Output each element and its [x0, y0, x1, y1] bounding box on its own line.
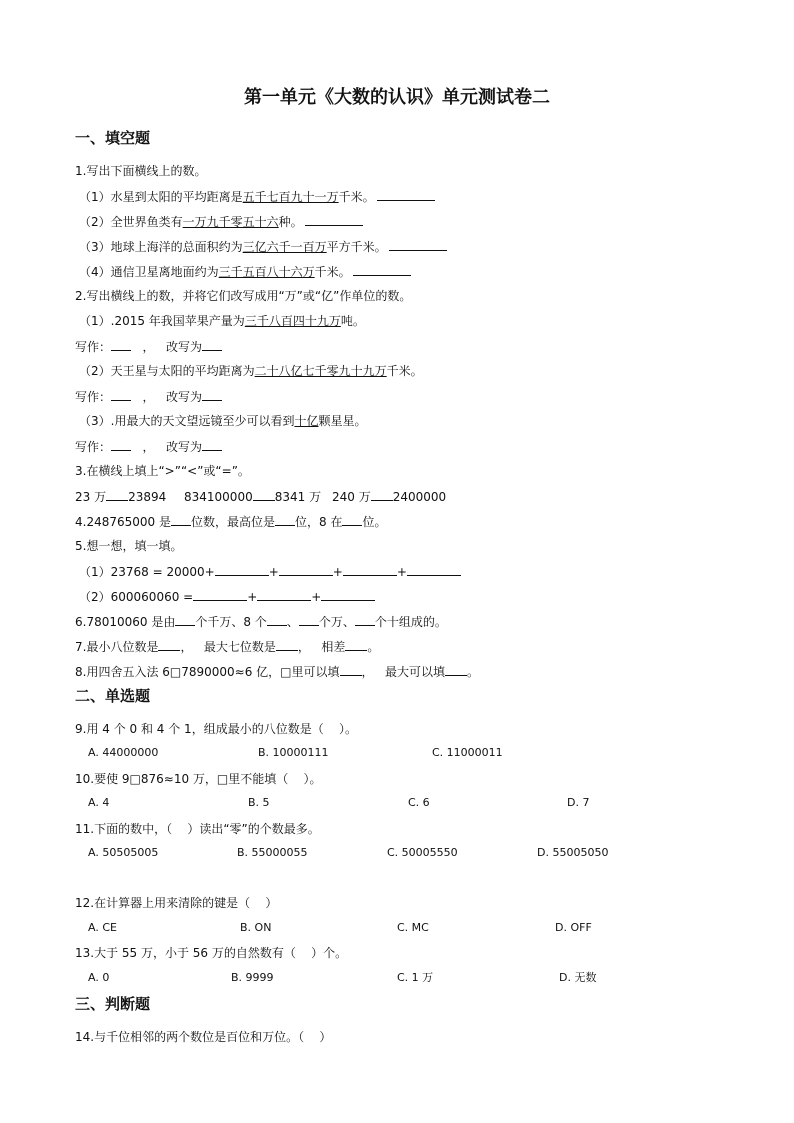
q9-stem: 9.用 4 个 0 和 4 个 1，组成最小的八位数是（ ）。 — [75, 722, 357, 736]
q11-option-d[interactable]: D. 55005050 — [537, 846, 609, 859]
q12-option-d[interactable]: D. OFF — [555, 921, 592, 934]
answer-blank[interactable] — [377, 188, 435, 201]
q14-stem: 14.与千位相邻的两个数位是百位和万位。（ ） — [75, 1030, 332, 1044]
q3-compare-3: 240 万 2400000 — [332, 490, 447, 504]
q12-option-b[interactable]: B. ON — [240, 921, 272, 934]
answer-blank[interactable] — [202, 388, 222, 401]
q2-item-1: （1）.2015 年我国苹果产量为三千八百四十九万吨。 — [79, 314, 365, 328]
q10-option-a[interactable]: A. 4 — [88, 796, 110, 809]
q3-stem: 3.在横线上填上“>”“<”或“=”。 — [75, 464, 250, 478]
q2-answer-3: 写作： ， 改写为 — [75, 438, 222, 455]
answer-blank[interactable] — [215, 563, 269, 576]
answer-blank[interactable] — [175, 613, 195, 626]
q9-option-a[interactable]: A. 44000000 — [88, 746, 159, 759]
answer-blank[interactable] — [111, 338, 131, 351]
answer-blank[interactable] — [445, 663, 467, 676]
answer-blank[interactable] — [389, 238, 447, 251]
q2-item-3: （3）.用最大的天文望远镜至少可以看到十亿颗星星。 — [79, 414, 367, 428]
q5-item-1: （1）23768 = 20000+ + + + — [79, 563, 461, 580]
q11-option-b[interactable]: B. 55000055 — [237, 846, 308, 859]
q13-option-b[interactable]: B. 9999 — [231, 971, 274, 984]
q9-option-b[interactable]: B. 10000111 — [258, 746, 329, 759]
q2-answer-1: 写作： ， 改写为 — [75, 338, 222, 355]
q10-stem: 10.要使 9□876≈10 万，□里不能填（ ）。 — [75, 772, 322, 786]
q6: 6.78010060 是由 个千万、8 个 、 个万、 个十组成的。 — [75, 615, 447, 629]
q3-compare-1: 23 万 23894 — [75, 490, 167, 504]
section-fill-blank: 一、填空题 — [75, 129, 151, 147]
answer-blank[interactable] — [276, 638, 298, 651]
answer-blank[interactable] — [305, 213, 363, 226]
q1-item-4: （4）通信卫星离地面约为三千五百八十六万千米。 — [79, 263, 411, 280]
answer-blank[interactable] — [111, 438, 131, 451]
q13-option-c[interactable]: C. 1 万 — [397, 971, 434, 984]
answer-blank[interactable] — [253, 488, 275, 501]
answer-blank[interactable] — [353, 263, 411, 276]
q1-item-3: （3）地球上海洋的总面积约为三亿六千一百万平方千米。 — [79, 238, 447, 255]
answer-blank[interactable] — [158, 638, 180, 651]
q5-item-2: （2）600060060 = + + — [79, 588, 375, 605]
answer-blank[interactable] — [202, 438, 222, 451]
answer-blank[interactable] — [106, 488, 128, 501]
q8: 8.用四舍五入法 6□7890000≈6 亿，□里可以填 ， 最大可以填 。 — [75, 665, 479, 679]
q13-option-d[interactable]: D. 无数 — [559, 971, 597, 984]
answer-blank[interactable] — [171, 513, 191, 526]
answer-blank[interactable] — [279, 563, 333, 576]
q7: 7.最小八位数是 ， 最大七位数是 ， 相差 。 — [75, 640, 380, 654]
q2-item-2: （2）天王星与太阳的平均距离为二十八亿七千零九十九万千米。 — [79, 364, 423, 378]
answer-blank[interactable] — [321, 588, 375, 601]
q2-answer-2: 写作： ， 改写为 — [75, 388, 222, 405]
q13-option-a[interactable]: A. 0 — [88, 971, 110, 984]
section-single-choice: 二、单选题 — [75, 687, 151, 705]
q1-item-1: （1）水星到太阳的平均距离是五千七百九十一万千米。 — [79, 188, 435, 205]
q2-stem: 2.写出横线上的数，并将它们改写成用“万”或“亿”作单位的数。 — [75, 289, 412, 303]
answer-blank[interactable] — [299, 613, 319, 626]
section-true-false: 三、判断题 — [75, 995, 151, 1013]
answer-blank[interactable] — [257, 588, 311, 601]
q12-option-c[interactable]: C. MC — [397, 921, 429, 934]
q1-stem: 1.写出下面横线上的数。 — [75, 164, 207, 178]
q5-stem: 5.想一想，填一填。 — [75, 539, 183, 553]
answer-blank[interactable] — [193, 588, 247, 601]
q10-option-c[interactable]: C. 6 — [408, 796, 430, 809]
q10-option-b[interactable]: B. 5 — [248, 796, 270, 809]
q9-option-c[interactable]: C. 11000011 — [432, 746, 503, 759]
answer-blank[interactable] — [202, 338, 222, 351]
answer-blank[interactable] — [340, 663, 362, 676]
q11-option-c[interactable]: C. 50005550 — [387, 846, 458, 859]
q13-stem: 13.大于 55 万，小于 56 万的自然数有（ ）个。 — [75, 946, 348, 960]
q3-compare-2: 834100000 8341 万 — [184, 490, 322, 504]
q12-stem: 12.在计算器上用来清除的键是（ ） — [75, 896, 278, 910]
answer-blank[interactable] — [342, 513, 362, 526]
page-title: 第一单元《大数的认识》单元测试卷二 — [244, 87, 550, 108]
answer-blank[interactable] — [275, 513, 295, 526]
q12-option-a[interactable]: A. CE — [88, 921, 117, 934]
q11-option-a[interactable]: A. 50505005 — [88, 846, 159, 859]
answer-blank[interactable] — [267, 613, 287, 626]
answer-blank[interactable] — [345, 638, 367, 651]
q4: 4.248765000 是 位数，最高位是 位，8 在 位。 — [75, 515, 387, 529]
q11-stem: 11.下面的数中，（ ）读出“零”的个数最多。 — [75, 822, 320, 836]
answer-blank[interactable] — [355, 613, 375, 626]
answer-blank[interactable] — [111, 388, 131, 401]
answer-blank[interactable] — [371, 488, 393, 501]
answer-blank[interactable] — [343, 563, 397, 576]
q1-item-2: （2）全世界鱼类有一万九千零五十六种。 — [79, 213, 363, 230]
q10-option-d[interactable]: D. 7 — [567, 796, 590, 809]
answer-blank[interactable] — [407, 563, 461, 576]
